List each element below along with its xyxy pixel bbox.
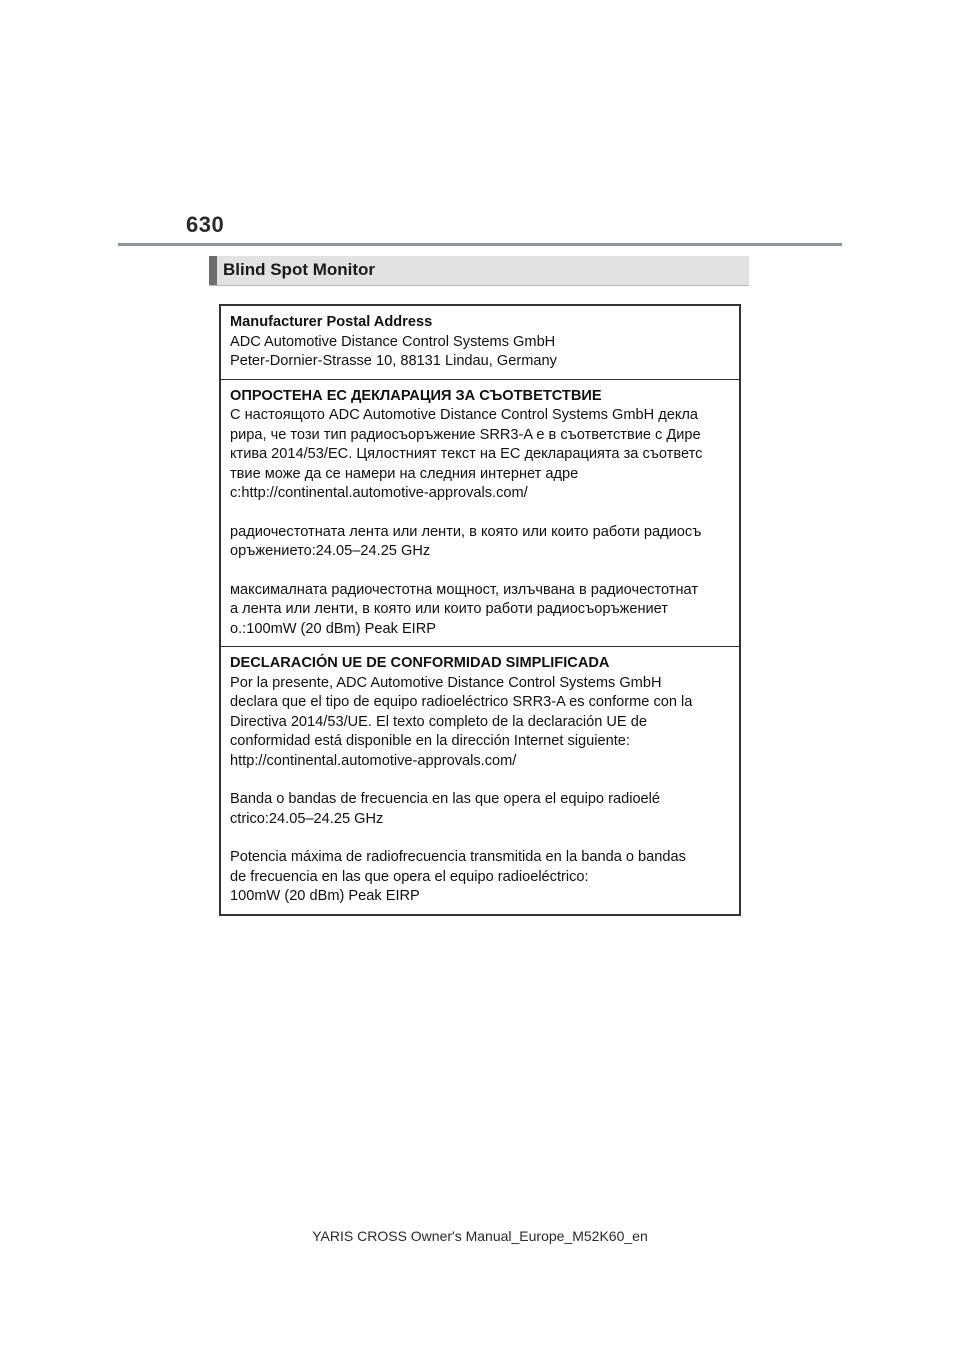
manufacturer-line: Peter-Dornier-Strasse 10, 88131 Lindau, Germany [230,353,557,369]
section-title-bar [209,256,749,286]
text-line: рира, че този тип радиосъоръжение SRR3-A е в съответствие с Дире [230,426,701,443]
declaration-box [219,304,741,916]
page-number: 630 [186,212,225,237]
spanish-paragraph [230,674,731,772]
text-line: declara que el tipo de equipo radioeléctrico SRR3-A es conforme con la [230,694,693,710]
text-line: 100mW (20 dBm) Peak EIRP [230,888,420,904]
text-line: conformidad está disponible en la dirección Internet siguiente: [230,733,630,749]
text-line: а лента или ленти, в която или които работи радиосъоръжениет [230,601,668,617]
bulgarian-paragraph [230,406,731,504]
text-line: максималната радиочестотна мощност, излъчвана в радиочестотнат [230,581,699,598]
header-rule [118,243,842,246]
text-line: Directiva 2014/53/UE. El texto completo de la declaración UE de [230,713,647,730]
text-line: о.:100mW (20 dBm) Peak EIRP [230,620,437,637]
text-line: ктива 2014/53/ЕС. Цялостният текст на ЕС декларацията за съответс [230,446,703,462]
bulgarian-declaration-block [221,379,739,647]
spanish-paragraph [230,848,731,907]
text-line: оръжението:24.05–24.25 GHz [230,543,431,559]
spanish-paragraph [230,790,731,829]
manufacturer-block [221,306,739,379]
section-title: Blind Spot Monitor [223,260,376,279]
text-line: с:http://continental.automotive-approvals.com/ [230,485,528,501]
spanish-declaration-block [221,646,739,914]
manufacturer-heading: Manufacturer Postal Address [230,314,433,330]
text-line: http://continental.automotive-approvals.com/ [230,752,517,769]
text-line: Por la presente, ADC Automotive Distance Control Systems GmbH [230,674,662,691]
spanish-declaration-heading: DECLARACIÓN UE DE CONFORMIDAD SIMPLIFICADA [230,655,610,671]
text-line: de frecuencia en las que opera el equipo radioeléctrico: [230,868,589,885]
page-footer: YARIS CROSS Owner's Manual_Europe_M52K60_en [312,1228,648,1244]
text-line: С настоящото ADC Automotive Distance Control Systems GmbH декла [230,407,699,423]
text-line: твие може да се намери на следния интернет адре [230,465,579,482]
text-line: Potencia máxima de radiofrecuencia transmitida en la banda o bandas [230,849,686,865]
text-line: ctrico:24.05–24.25 GHz [230,810,384,827]
bulgarian-paragraph [230,581,731,640]
text-line: радиочестотната лента или ленти, в която или които работи радиосъ [230,523,702,540]
bulgarian-declaration-heading: ОПРОСТЕНА ЕС ДЕКЛАРАЦИЯ ЗА СЪОТВЕТСТВИЕ [230,387,602,404]
section-accent-bar [209,256,217,285]
manufacturer-line: ADC Automotive Distance Control Systems GmbH [230,333,556,350]
text-line: Banda o bandas de frecuencia en las que opera el equipo radioelé [230,791,661,807]
bulgarian-paragraph [230,523,731,562]
